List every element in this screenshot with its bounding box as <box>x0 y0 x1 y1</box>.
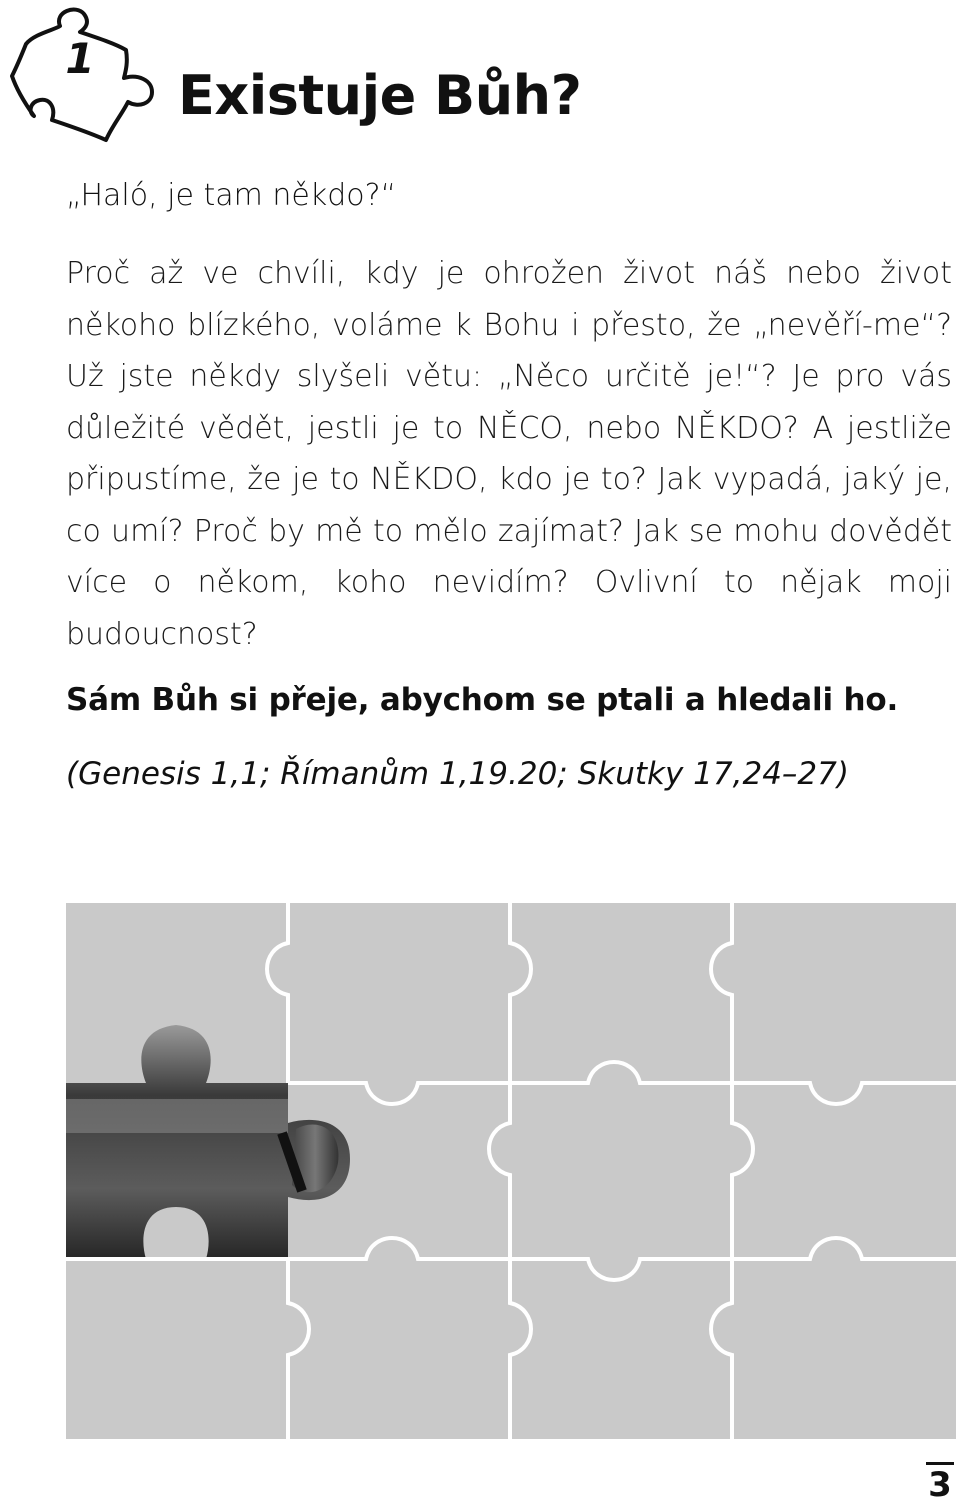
chapter-number: 1 <box>65 34 95 83</box>
jigsaw-puzzle-illustration <box>66 903 956 1439</box>
bible-reference: (Genesis 1,1; Římanům 1,19.20; Skutky 17,24–27) <box>66 756 849 792</box>
page-title: Existuje Bůh? <box>178 64 582 127</box>
emphasis-sentence: Sám Bůh si přeje, abychom se ptali a hledali ho. <box>66 682 899 718</box>
greeting-text: „Haló, je tam někdo?“ <box>66 178 397 213</box>
body-paragraph: Proč až ve chvíli, kdy je ohrožen život náš nebo život někoho blízkého, voláme k Bohu i přesto, že „nevěří-me“? Už jste někdy slyšeli větu: „Něco určitě je!“? Je pro vás důležité vědět, jestli je to NĚCO, nebo NĚKDO? A jestliže připustíme, že je to NĚKDO, kdo je to? Jak vypadá, jaký je, co umí? Proč by mě to mělo zajímat? Jak se mohu dovědět více o někom, koho nevidím? Ovlivní to nějak moji budoucnost? <box>66 256 952 652</box>
page-number: 3 <box>928 1465 952 1505</box>
